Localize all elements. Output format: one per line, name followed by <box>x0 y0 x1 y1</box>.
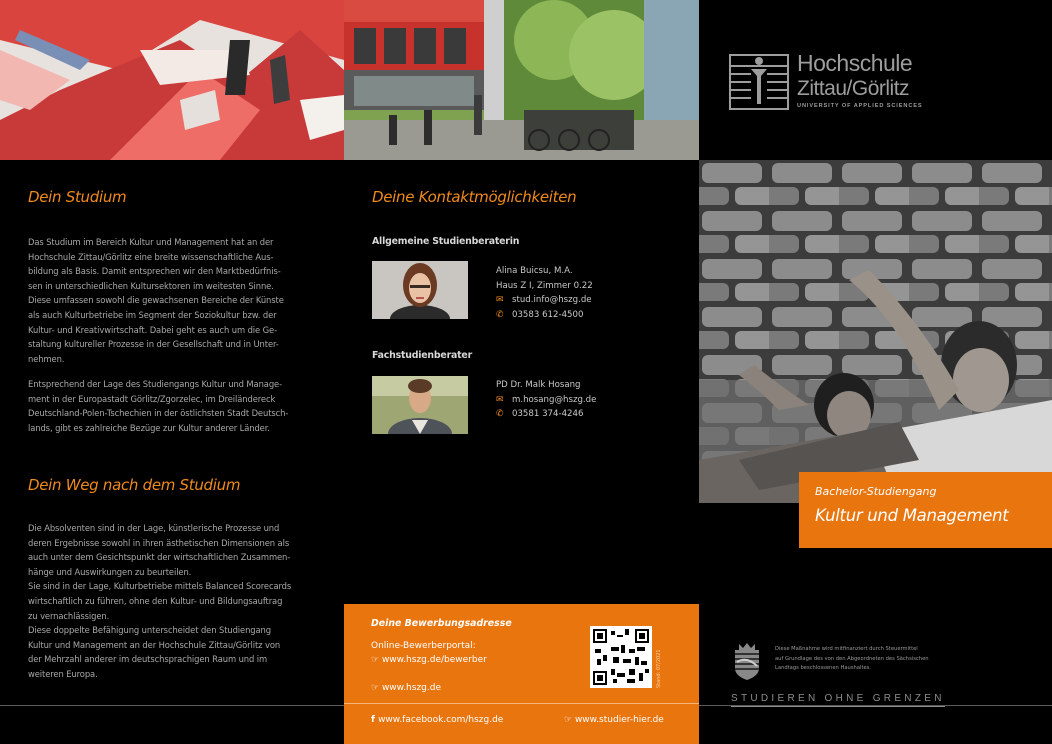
text-line: staltung kultureller Prozesse in der Gesellschaft und in Unter- <box>28 339 279 350</box>
facebook-icon: f <box>371 715 379 725</box>
studier-link-row[interactable] <box>564 715 664 725</box>
contact-fachstudienberater <box>496 378 596 422</box>
email-link[interactable]: stud.info@hszg.de <box>512 295 592 306</box>
email-row[interactable] <box>496 293 593 308</box>
text-line: Das Studium im Bereich Kultur und Management hat an der <box>28 237 274 247</box>
contact-room: Haus Z I, Zimmer 0.22 <box>496 280 593 291</box>
text-line: Landtags beschlossenen Haushaltes. <box>775 665 872 672</box>
role-studienberaterin: Allgemeine Studienberaterin <box>372 236 520 247</box>
text-line: Deutschland-Polen-Tschechien in der östlichsten Stadt Deutsch- <box>28 408 289 419</box>
text-line: der Mehrzahl anderer im deutschsprachigen Raum und im <box>28 654 268 665</box>
contact-name: Alina Buicsu, M.A. <box>496 266 573 276</box>
logo-line-1: Hochschule <box>797 50 913 76</box>
text-line: deren Ergebnisse sowohl in ihren ästhetischen Dimensionen als <box>28 537 290 548</box>
program-type: Bachelor-Studiengang <box>815 485 937 498</box>
bottom-rule <box>0 705 344 706</box>
divider <box>344 703 699 704</box>
envelope-icon: ✉ <box>496 295 504 306</box>
portal-link-row[interactable] <box>371 655 487 665</box>
phone-number[interactable]: 03581 374-4246 <box>512 409 584 420</box>
text-line: Entsprechend der Lage des Studiengangs Kultur und Manage- <box>28 379 283 389</box>
studier-link[interactable]: www.studier-hier.de <box>574 715 664 725</box>
phone-icon: ✆ <box>496 309 504 320</box>
phone-icon: ✆ <box>496 409 504 420</box>
qr-code-icon[interactable] <box>590 626 652 688</box>
text-line: Sie sind in der Lage, Kulturbetriebe mittels Balanced Scorecards <box>28 581 292 592</box>
left-panel <box>0 0 344 744</box>
text-line: auf Grundlage des von den Abgeordneten des Sächsischen <box>775 655 929 662</box>
text-line: Die Absolventen sind in der Lage, künstlerische Prozesse und <box>28 523 280 533</box>
web-link-row[interactable] <box>371 683 441 693</box>
portrait-studienberaterin <box>372 261 468 319</box>
text-line: weiteren Europa. <box>28 668 98 679</box>
phone-row[interactable] <box>496 308 593 323</box>
arrow-hand-icon: ☞ <box>564 715 575 725</box>
arrow-hand-icon: ☞ <box>371 683 382 693</box>
portrait-fachstudienberater <box>372 376 468 434</box>
text-line: zu vernachlässigen. <box>28 610 110 621</box>
arrow-hand-icon: ☞ <box>371 655 382 665</box>
text-line: Diese Maßnahme wird mitfinanziert durch Steuermittel <box>775 646 918 652</box>
phone-row[interactable] <box>496 407 596 422</box>
text-line: Diese doppelte Befähigung unterscheidet den Studiengang <box>28 625 271 636</box>
portal-link[interactable]: www.hszg.de/bewerber <box>381 655 487 665</box>
heading-kontakt: Deine Kontaktmöglichkeiten <box>372 188 577 206</box>
portal-label: Online-Bewerberportal: <box>371 641 476 651</box>
contact-studienberaterin <box>496 264 593 322</box>
envelope-icon: ✉ <box>496 394 504 405</box>
text-line: wirtschaftlich zu führen, ohne den Kultur- und Bildungsauftrag <box>28 595 283 606</box>
stand-label: Stand: 07/2021 <box>656 649 662 688</box>
paragraph-weg <box>28 521 328 682</box>
text-line: lands, gibt es zahlreiche Bezüge zur Kultur anderer Länder. <box>28 422 270 433</box>
email-link[interactable]: m.hosang@hszg.de <box>512 394 597 405</box>
application-title: Deine Bewerbungsadresse <box>371 618 512 629</box>
email-row[interactable] <box>496 393 596 408</box>
text-line: bildung als Basis. Damit entsprechen wir den Marktbedürfnis- <box>28 266 281 277</box>
students-photo <box>699 160 1052 503</box>
text-line: sen in unterschiedlichen Kultursektoren im weitesten Sinne. <box>28 280 274 291</box>
art-photo <box>0 0 344 160</box>
text-line: hänge und Auswirkungen zu beurteilen. <box>28 566 192 577</box>
web-link[interactable]: www.hszg.de <box>381 683 441 693</box>
heading-dein-weg: Dein Weg nach dem Studium <box>28 476 241 494</box>
text-line: ment in der Europastadt Görlitz/Zgorzelec, im Dreiländereck <box>28 393 276 404</box>
facebook-link-row[interactable] <box>371 715 503 725</box>
contact-name: PD Dr. Malk Hosang <box>496 380 581 390</box>
heading-dein-studium: Dein Studium <box>28 188 127 206</box>
bottom-rule <box>699 705 1052 706</box>
text-line: Kultur und Management an der Hochschule Zittau/Görlitz von <box>28 639 281 650</box>
paragraph-lage <box>28 377 328 435</box>
program-box <box>799 472 1052 548</box>
campus-photo <box>344 0 699 160</box>
text-line: Hochschule Zittau/Görlitz eine breite wissenschaftliche Aus- <box>28 251 274 262</box>
program-name: Kultur und Management <box>815 506 1009 525</box>
text-line: auch unter dem Gesichtspunkt der wirtschaftlichen Zusammen- <box>28 552 291 563</box>
university-logo-icon <box>729 54 789 110</box>
phone-number[interactable]: 03583 612-4500 <box>512 309 584 320</box>
funding-note <box>775 645 929 674</box>
saxony-coat-of-arms-icon <box>731 642 763 680</box>
logo-tagline: UNIVERSITY OF APPLIED SCIENCES <box>797 103 923 109</box>
logo-line-2: Zittau/Görlitz <box>797 77 910 100</box>
text-line: Kultur- und Kreativwirtschaft. Dabei geht es auch um die Ge- <box>28 324 278 335</box>
right-panel <box>699 0 1052 744</box>
facebook-link[interactable]: www.facebook.com/hszg.de <box>378 715 504 725</box>
slogan: STUDIEREN OHNE GRENZEN <box>731 693 945 707</box>
application-box <box>344 604 699 744</box>
text-line: als auch Kulturbetriebe im Segment der Soziokultur bzw. der <box>28 309 277 320</box>
text-line: nehmen. <box>28 353 65 364</box>
role-fachstudienberater: Fachstudienberater <box>372 350 472 361</box>
paragraph-studium <box>28 235 328 366</box>
text-line: Diese umfassen sowohl die gewachsenen Bereiche der Künste <box>28 295 284 306</box>
